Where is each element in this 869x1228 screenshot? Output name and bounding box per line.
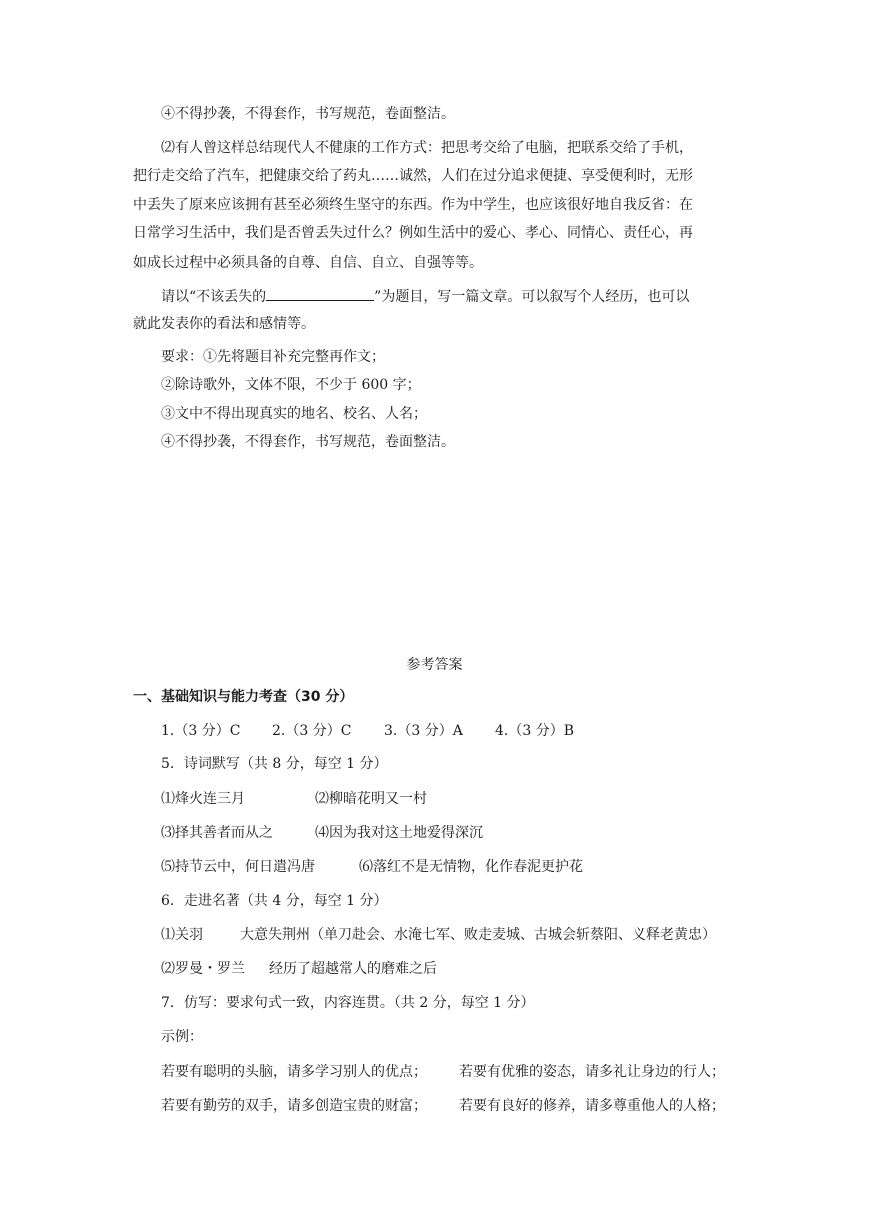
- essay-prompt-line-2: 把行走交给了汽车，把健康交给了药丸……诚然，人们在过分追求便捷、享受便利时，无形: [133, 168, 693, 184]
- requirement-4: ④不得抄袭，不得套作，书写规范，卷面整洁。: [161, 434, 455, 450]
- mc-answer-1: 1.（3 分）C: [161, 723, 241, 739]
- q5-answer-4: ⑷因为我对这土地爱得深沉: [315, 825, 483, 841]
- q5-answer-2: ⑵柳暗花明又一村: [315, 791, 427, 807]
- mc-answer-4: 4.（3 分）B: [495, 723, 575, 739]
- essay-title-prompt-line-2: 就此发表你的看法和感情等。: [133, 316, 315, 332]
- q7-title: 7．仿写：要求句式一致，内容连贯。（共 2 分，每空 1 分）: [161, 995, 535, 1011]
- q6-answer-2-name: ⑵罗曼・罗兰: [161, 961, 245, 977]
- q5-answer-6: ⑹落红不是无情物，化作春泥更护花: [359, 859, 583, 875]
- essay-prompt-line-5: 如成长过程中必须具备的自尊、自信、自立、自强等等。: [133, 255, 483, 271]
- requirement-4-top: ④不得抄袭，不得套作，书写规范，卷面整洁。: [161, 106, 455, 122]
- prompt-text-b: ”为题目，写一篇文章。可以叙写个人经历，也可以: [374, 289, 690, 305]
- q5-answer-3: ⑶择其善者而从之: [161, 825, 273, 841]
- q6-answer-2-detail: 经历了超越常人的磨难之后: [269, 961, 437, 977]
- section-1-heading: 一、基础知识与能力考查（30 分）: [133, 689, 354, 705]
- prompt-text-a: 请以“不该丢失的: [161, 289, 267, 305]
- example-2-a: 若要有勤劳的双手，请多创造宝贵的财富；: [161, 1098, 427, 1114]
- q6-answer-1-name: ⑴关羽: [161, 927, 203, 943]
- title-blank: [266, 286, 374, 301]
- example-1-b: 若要有优雅的姿态，请多礼让身边的行人；: [459, 1064, 725, 1080]
- q6-title: 6．走进名著（共 4 分，每空 1 分）: [161, 893, 388, 909]
- requirement-3: ③文中不得出现真实的地名、校名、人名；: [161, 406, 427, 422]
- example-label: 示例：: [161, 1029, 203, 1045]
- essay-title-prompt: [161, 286, 689, 307]
- requirement-2: ②除诗歌外，文体不限，不少于 600 字；: [161, 377, 421, 393]
- q5-answer-1: ⑴烽火连三月: [161, 791, 245, 807]
- q5-answer-5: ⑸持节云中，何日遣冯唐: [161, 859, 315, 875]
- q6-answer-1-event: 大意失荆州（单刀赴会、水淹七军、败走麦城、古城会斩蔡阳、义释老黄忠）: [240, 927, 716, 943]
- essay-prompt-line-1: ⑵有人曾这样总结现代人不健康的工作方式：把思考交给了电脑，把联系交给了手机，: [161, 140, 693, 156]
- answers-title: 参考答案: [406, 657, 463, 673]
- requirement-intro: 要求：①先将题目补充完整再作文；: [161, 349, 385, 365]
- mc-answer-3: 3.（3 分）A: [384, 723, 463, 739]
- essay-prompt-line-3: 中丢失了原来应该拥有甚至必须终生坚守的东西。作为中学生，也应该很好地自我反省：在: [133, 197, 693, 213]
- essay-prompt-line-4: 日常学习生活中，我们是否曾丢失过什么？例如生活中的爱心、孝心、同情心、责任心，再: [133, 225, 693, 241]
- example-2-b: 若要有良好的修养，请多尊重他人的人格；: [459, 1098, 725, 1114]
- mc-answer-2: 2.（3 分）C: [272, 723, 352, 739]
- q5-title: 5．诗词默写（共 8 分，每空 1 分）: [161, 756, 388, 772]
- example-1-a: 若要有聪明的头脑，请多学习别人的优点；: [161, 1064, 427, 1080]
